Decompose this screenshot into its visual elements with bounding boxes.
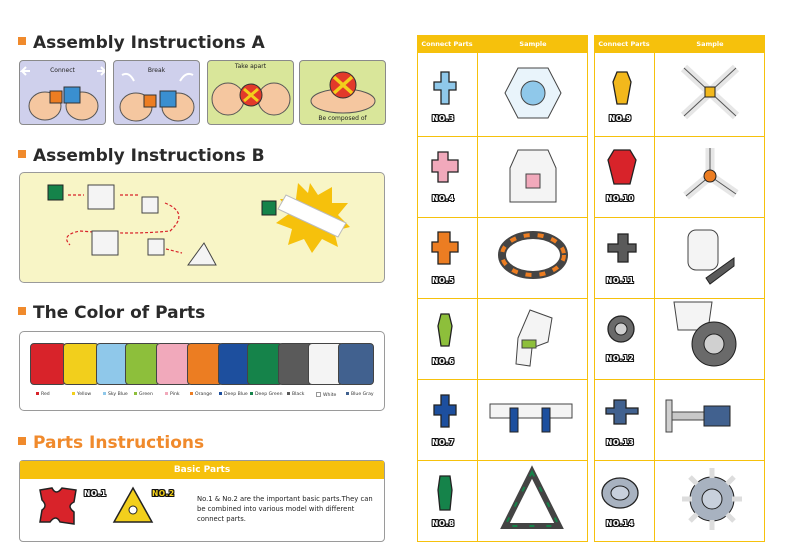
assembly-b-title-text: Assembly Instructions B (33, 146, 265, 166)
col-header-sample: Sample (655, 35, 765, 53)
assembly-a-title (18, 33, 265, 53)
color-title-text: The Color of Parts (33, 303, 206, 323)
basic-part-1-label: NO.1 (84, 489, 107, 498)
part-no4-label: NO.4 (432, 194, 455, 203)
part-no5-icon (430, 230, 460, 266)
part-no7-icon (432, 393, 458, 429)
part-no14-label: NO.14 (606, 519, 635, 528)
color-label-blue-gray (346, 392, 374, 397)
blue-gray-dot-icon (346, 392, 349, 395)
color-label-white (316, 392, 336, 398)
color-label-sky-blue (103, 392, 128, 397)
part-no12-label: NO.12 (606, 354, 635, 363)
color-name: Black (292, 392, 305, 397)
deep-green-dot-icon (250, 392, 253, 395)
basic-parts-header: Basic Parts (20, 461, 384, 479)
color-name: Green (139, 392, 153, 397)
part-no8-label: NO.8 (432, 519, 455, 528)
basic-parts-description: No.1 & No.2 are the important basic parts.They can be combined into various model with different connect parts. (197, 495, 373, 523)
color-label-yellow (72, 392, 91, 397)
color-name: Orange (195, 392, 212, 397)
col-header-sample: Sample (478, 35, 588, 53)
col-header-connect-parts: Connect Parts (417, 35, 477, 53)
pink-dot-icon (165, 392, 168, 395)
take-apart-icon (208, 61, 294, 125)
part-no9-label: NO.9 (609, 114, 632, 123)
row-divider (594, 379, 765, 380)
sample-no9-x-frame-icon (680, 64, 740, 120)
sample-no6-chair-icon (510, 308, 556, 368)
bullet-square-icon (18, 437, 26, 445)
color-label-red (36, 392, 50, 397)
sample-no12-wheel-icon (672, 300, 742, 368)
row-divider (417, 379, 588, 380)
color-label-black (287, 392, 304, 397)
color-swatch-red (30, 343, 66, 385)
table-divider (477, 35, 478, 542)
break-hands-icon (114, 61, 200, 125)
assembly-b-title (18, 146, 265, 166)
assembly-a-step-composed (299, 60, 386, 125)
row-divider (417, 217, 588, 218)
row-divider (594, 460, 765, 461)
row-divider (417, 298, 588, 299)
col-header-connect-parts: Connect Parts (594, 35, 654, 53)
part-no8-icon (432, 474, 458, 512)
basic-part-2-icon (112, 486, 154, 526)
color-name: Blue Gray (351, 392, 374, 397)
part-no6-label: NO.6 (432, 357, 455, 366)
color-name: Deep Blue (224, 392, 248, 397)
color-label-green (134, 392, 153, 397)
sample-no13-axle-icon (664, 396, 748, 436)
part-no9-icon (609, 70, 635, 106)
step-caption: Connect (50, 67, 75, 74)
deep-blue-dot-icon (219, 392, 222, 395)
red-dot-icon (36, 392, 39, 395)
color-swatch-yellow (63, 343, 99, 385)
part-no3-icon (432, 70, 458, 106)
part-no5-label: NO.5 (432, 276, 455, 285)
assembly-a-step-take-apart (207, 60, 294, 125)
part-no12-wheel-icon (606, 314, 636, 344)
sample-no8-triangle-icon (503, 470, 561, 530)
sample-no10-tripod-icon (680, 146, 740, 206)
assembly-a-title-text: Assembly Instructions A (33, 33, 265, 53)
assembly-a-step-connect (19, 60, 106, 125)
color-name: Yellow (77, 392, 92, 397)
part-no11-label: NO.11 (606, 276, 635, 285)
sample-no3-hexagon-icon (503, 66, 563, 120)
bullet-square-icon (18, 37, 26, 45)
green-dot-icon (134, 392, 137, 395)
sample-no11-block-icon (684, 226, 736, 286)
step-caption: Take apart (234, 63, 267, 70)
part-no6-icon (432, 312, 458, 348)
color-name: Deep Green (255, 392, 283, 397)
parts-title-text: Parts Instructions (33, 433, 205, 453)
sample-no5-ring-icon (500, 232, 566, 278)
connect-hands-icon (20, 61, 106, 125)
part-no10-label: NO.10 (606, 194, 635, 203)
color-of-parts-title (18, 303, 205, 323)
orange-dot-icon (190, 392, 193, 395)
composed-hands-icon (300, 61, 386, 125)
part-no11-icon (606, 230, 638, 264)
color-label-deep-blue (219, 392, 248, 397)
white-dot-icon (316, 392, 321, 397)
yellow-dot-icon (72, 392, 75, 395)
part-no13-label: NO.13 (606, 438, 635, 447)
assembly-b-diagram (20, 173, 386, 284)
color-label-orange (190, 392, 212, 397)
row-divider (417, 460, 588, 461)
part-no3-label: NO.3 (432, 114, 455, 123)
sky-blue-dot-icon (103, 392, 106, 395)
parts-instructions-title (18, 433, 204, 453)
basic-part-1-icon (38, 486, 78, 526)
assembly-a-step-break (113, 60, 200, 125)
color-name: White (323, 393, 337, 398)
bullet-square-icon (18, 307, 26, 315)
color-name: Sky Blue (108, 392, 128, 397)
row-divider (594, 298, 765, 299)
row-divider (594, 136, 765, 137)
bullet-square-icon (18, 150, 26, 158)
step-caption: Be composed of (318, 115, 367, 122)
part-no4-icon (430, 150, 460, 184)
color-name: Red (41, 392, 50, 397)
part-no7-label: NO.7 (432, 438, 455, 447)
table-divider (654, 35, 655, 542)
color-label-deep-green (250, 392, 282, 397)
basic-part-2-label: NO.2 (152, 489, 175, 498)
part-no10-icon (606, 148, 638, 186)
row-divider (594, 217, 765, 218)
sample-no14-gear-icon (680, 466, 744, 532)
part-no13-icon (604, 396, 640, 426)
color-swatch-blue-gray (338, 343, 374, 385)
step-caption: Break (147, 67, 166, 74)
part-no14-disc-icon (600, 476, 640, 510)
sample-no4-house-icon (508, 148, 558, 204)
assembly-b-panel (19, 172, 385, 283)
color-name: Pink (170, 392, 180, 397)
sample-no7-bridge-icon (488, 400, 574, 434)
color-label-pink (165, 392, 180, 397)
row-divider (417, 136, 588, 137)
black-dot-icon (287, 392, 290, 395)
